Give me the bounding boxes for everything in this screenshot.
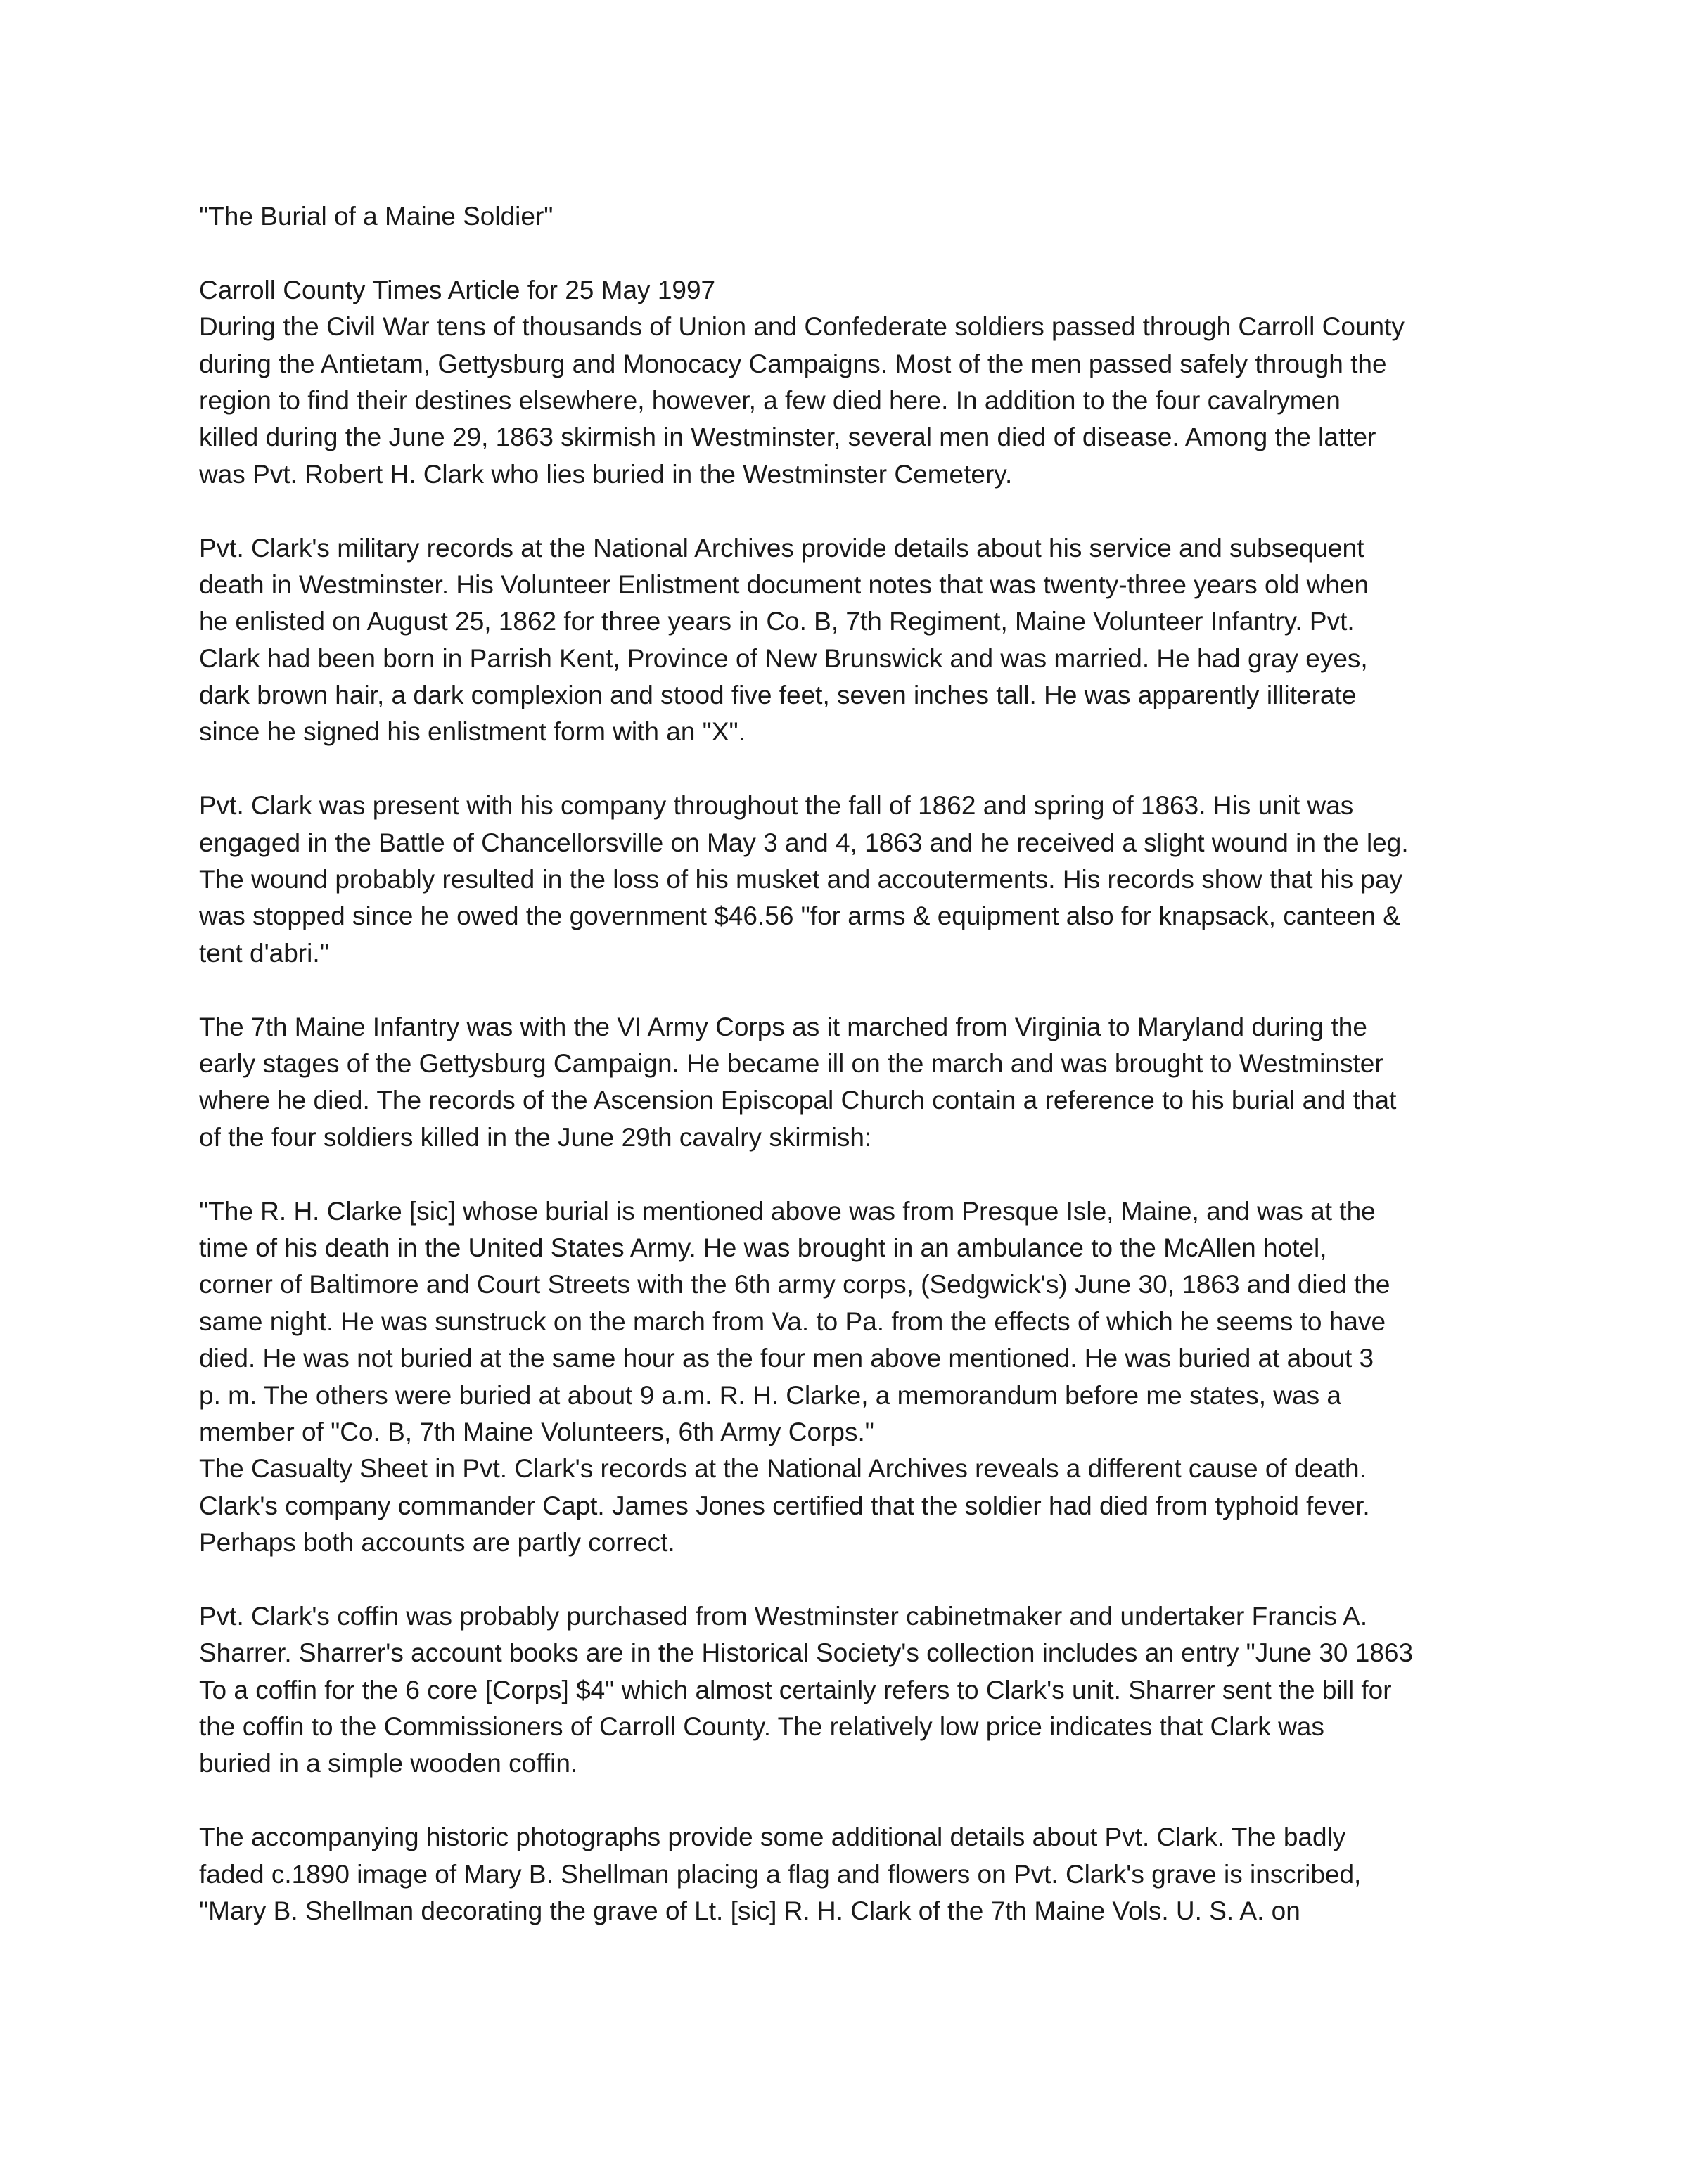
- text-line: Perhaps both accounts are partly correct.: [199, 1528, 675, 1557]
- text-line: of the four soldiers killed in the June 29th cavalry skirmish:: [199, 1122, 872, 1152]
- text-line: since he signed his enlistment form with an "X".: [199, 717, 746, 747]
- text-line: corner of Baltimore and Court Streets with the 6th army corps, (Sedgwick's) June 30, 1863 and died the: [199, 1270, 1390, 1299]
- paragraph-2: [199, 530, 1507, 751]
- spacer: [199, 1561, 1507, 1598]
- text-line: The 7th Maine Infantry was with the VI Army Corps as it marched from Virginia to Maryland during the: [199, 1012, 1367, 1041]
- text-line: "Mary B. Shellman decorating the grave of Lt. [sic] R. H. Clark of the 7th Maine Vols. U. S. A. on: [199, 1896, 1300, 1925]
- text-line: Clark's company commander Capt. James Jones certified that the soldier had died from typhoid fever.: [199, 1491, 1370, 1520]
- document-body: [199, 198, 1507, 1929]
- text-line: "The R. H. Clarke [sic] whose burial is mentioned above was from Presque Isle, Maine, and was at the: [199, 1196, 1376, 1226]
- text-line: same night. He was sunstruck on the march from Va. to Pa. from the effects of which he seems to have: [199, 1306, 1386, 1336]
- text-line: Pvt. Clark was present with his company throughout the fall of 1862 and spring of 1863. His unit was: [199, 791, 1354, 821]
- text-line: was Pvt. Robert H. Clark who lies buried in the Westminster Cemetery.: [199, 459, 1013, 489]
- spacer: [199, 972, 1507, 1008]
- spacer: [199, 751, 1507, 788]
- spacer: [199, 493, 1507, 529]
- text-line: killed during the June 29, 1863 skirmish in Westminster, several men died of disease. Among the latter: [199, 423, 1376, 452]
- paragraph-3: [199, 788, 1507, 972]
- text-line: buried in a simple wooden coffin.: [199, 1749, 578, 1778]
- article-title: "The Burial of a Maine Soldier": [199, 202, 554, 231]
- text-line: time of his death in the United States Army. He was brought in an ambulance to the McAllen hotel,: [199, 1233, 1327, 1262]
- paragraph-7: [199, 1819, 1507, 1929]
- text-line: was stopped since he owed the government $46.56 "for arms & equipment also for knapsack, canteen &: [199, 901, 1400, 931]
- text-line: Clark had been born in Parrish Kent, Province of New Brunswick and was married. He had gray eyes,: [199, 643, 1368, 673]
- text-line: engaged in the Battle of Chancellorsville on May 3 and 4, 1863 and he received a slight wound in the leg.: [199, 828, 1409, 857]
- text-line: region to find their destines elsewhere, however, a few died here. In addition to the four cavalrymen: [199, 385, 1341, 415]
- text-line: member of "Co. B, 7th Maine Volunteers, 6th Army Corps.": [199, 1417, 874, 1446]
- paragraph-6: [199, 1598, 1507, 1782]
- text-line: Pvt. Clark's coffin was probably purchased from Westminster cabinetmaker and undertaker Francis A.: [199, 1601, 1368, 1631]
- text-line: The Casualty Sheet in Pvt. Clark's records at the National Archives reveals a different cause of death.: [199, 1454, 1367, 1484]
- text-line: where he died. The records of the Ascension Episcopal Church contain a reference to his burial and that: [199, 1086, 1397, 1115]
- text-line: To a coffin for the 6 core [Corps] $4" which almost certainly refers to Clark's unit. Sharrer sent the bill for: [199, 1675, 1392, 1704]
- text-line: early stages of the Gettysburg Campaign. He became ill on the march and was brought to Westminster: [199, 1048, 1383, 1078]
- text-line: faded c.1890 image of Mary B. Shellman placing a flag and flowers on Pvt. Clark's grave is inscribed,: [199, 1859, 1362, 1889]
- spacer: [199, 235, 1507, 271]
- text-line: he enlisted on August 25, 1862 for three years in Co. B, 7th Regiment, Maine Volunteer Infantry. Pvt.: [199, 607, 1355, 636]
- text-line: Pvt. Clark's military records at the National Archives provide details about his service and subsequent: [199, 533, 1364, 563]
- text-line: died. He was not buried at the same hour as the four men above mentioned. He was buried at about 3: [199, 1344, 1374, 1373]
- spacer: [199, 1156, 1507, 1193]
- text-line: p. m. The others were buried at about 9 a.m. R. H. Clarke, a memorandum before me states, was a: [199, 1380, 1341, 1410]
- paragraph-4: [199, 1009, 1507, 1157]
- text-line: during the Antietam, Gettysburg and Monocacy Campaigns. Most of the men passed safely through the: [199, 349, 1387, 378]
- text-line: During the Civil War tens of thousands of Union and Confederate soldiers passed through Carroll County: [199, 312, 1405, 342]
- text-line: The accompanying historic photographs provide some additional details about Pvt. Clark. The badly: [199, 1823, 1346, 1852]
- article-byline: Carroll County Times Article for 25 May 1997: [199, 275, 716, 304]
- text-line: dark brown hair, a dark complexion and stood five feet, seven inches tall. He was apparently illiterate: [199, 681, 1357, 710]
- text-line: death in Westminster. His Volunteer Enlistment document notes that was twenty-three years old when: [199, 570, 1369, 599]
- spacer: [199, 1782, 1507, 1819]
- paragraph-5: [199, 1193, 1507, 1562]
- text-line: The wound probably resulted in the loss of his musket and accouterments. His records show that his pay: [199, 865, 1403, 894]
- text-line: tent d'abri.": [199, 938, 329, 968]
- text-line: the coffin to the Commissioners of Carroll County. The relatively low price indicates that Clark was: [199, 1712, 1324, 1742]
- paragraph-1: [199, 309, 1507, 493]
- text-line: Sharrer. Sharrer's account books are in the Historical Society's collection includes an entry "June 30 1863: [199, 1638, 1414, 1668]
